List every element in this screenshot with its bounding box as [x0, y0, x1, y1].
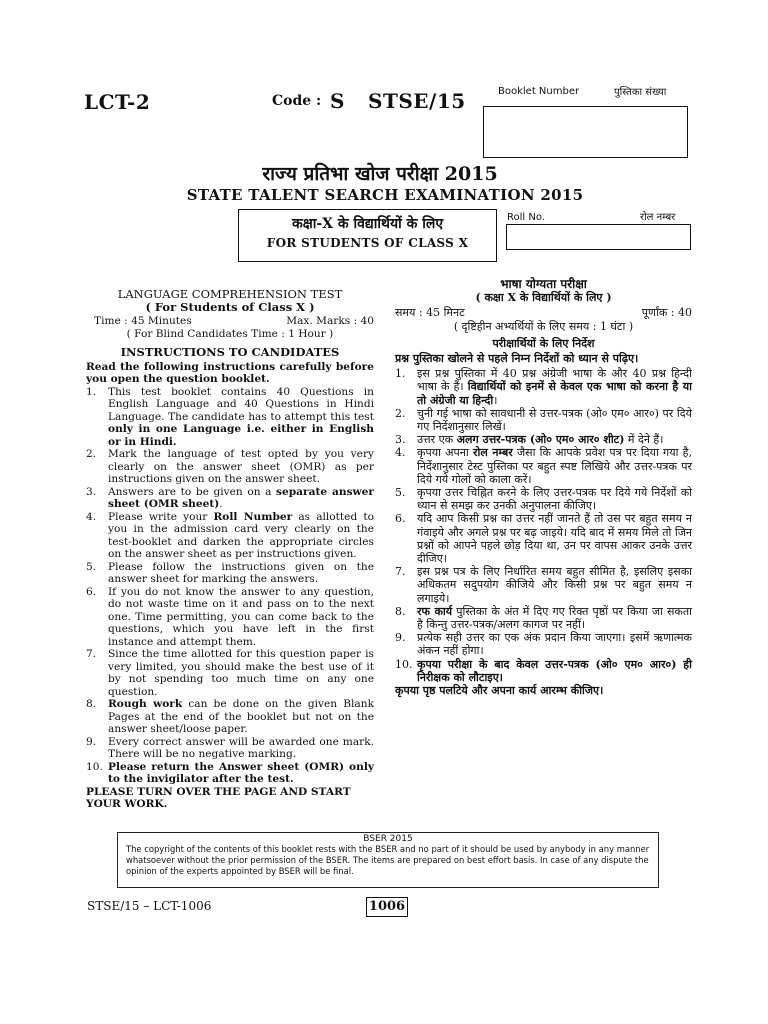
hindi-marks: पूर्णांक : 40: [641, 306, 692, 320]
english-time: Time : 45 Minutes: [94, 315, 192, 327]
hindi-instruction: 10. कृपया परीक्षा के बाद केवल उत्तर-पत्रक (ओ० एम० आर०) ही निरीक्षक को लौटाइए।: [395, 657, 692, 684]
english-blind-time: ( For Blind Candidates Time : 1 Hour ): [126, 327, 334, 340]
roll-label-hi: रोल नम्बर: [640, 212, 676, 223]
english-instruction: 3. Answers are to be given on a separate answer sheet (OMR sheet).: [86, 485, 374, 510]
english-closing: PLEASE TURN OVER THE PAGE AND START YOUR WORK.: [86, 785, 351, 810]
code-value: S: [330, 89, 345, 113]
booklet-label-en: Booklet Number: [498, 86, 580, 97]
hindi-instruction: 6. यदि आप किसी प्रश्न का उत्तर नहीं जानते हैं तो उस पर बहुत समय न गंवाइये और अगले प्रश्न पर बढ़ जाइये। यदि बाद में समय मिले तो जिन प्रश्नों को आपने पहले छोड़ दिया था, उन पर वापस आकर उनके उत्तर दीजिए।: [395, 512, 692, 566]
hindi-instruction: 3. उत्तर एक अलग उत्तर-पत्रक (ओ० एम० आर० शीट) में देने हैं।: [395, 433, 664, 447]
hindi-blind-time: ( दृष्टिहीन अभ्यर्थियों के लिए समय : 1 घंटा ): [453, 319, 634, 333]
english-instruction: 2. Mark the language of test opted by you very clearly on the answer sheet (OMR) as per instructions given on the answer sheet.: [86, 448, 374, 485]
hindi-heading: भाषा योग्यता परीक्षा: [500, 277, 587, 291]
hindi-instruction: 8. रफ कार्य पुस्तिका के अंत में दिए गए रिक्त पृष्ठों पर किया जा सकता है किन्तु उत्तर-पत्रक/अलग कागज पर नहीं।: [395, 604, 692, 632]
english-marks: Max. Marks : 40: [286, 315, 374, 327]
english-time-marks: [86, 315, 374, 328]
footer-code: STSE/15 – LCT-1006: [87, 899, 212, 913]
english-heading: LANGUAGE COMPREHENSION TEST: [117, 287, 343, 301]
hindi-instruction: 2. चुनी गई भाषा को सावधानी से उत्तर-पत्रक (ओ० एम० आर०) पर दिये गए निर्देशानुसार लिखें।: [395, 406, 692, 434]
class-hindi: कक्षा-X के विद्यार्थियों के लिए: [291, 216, 444, 232]
hindi-instructions-title: परीक्षार्थियों के लिए निर्देश: [492, 336, 595, 350]
copyright-box: [117, 832, 659, 888]
english-instruction: 4. Please write your Roll Number as allotted to you in the admission card very clearly on the test-booklet and darken the appropriate circles on the answer sheet as per instructions given.: [86, 510, 374, 560]
hindi-time: समय : 45 मिनट: [395, 306, 465, 320]
english-instruction: 8. Rough work can be done on the given Blank Pages at the end of the booklet but not on the answer sheet/loose paper.: [86, 698, 374, 735]
booklet-number-box[interactable]: [483, 106, 688, 158]
title-english: STATE TALENT SEARCH EXAMINATION 2015: [186, 186, 584, 204]
english-instruction: 6. If you do not know the answer to any question, do not waste time on it and pass on to the next one. Time permitting, you can come back to the questions, which you have left in the first instance and attempt them.: [86, 585, 374, 648]
english-instructions-list: [86, 386, 374, 786]
english-instruction: 7. Since the time allotted for this question paper is very limited, you should make the best use of it by not spending too much time on any one question.: [86, 648, 374, 698]
booklet-label-hi: पुस्तिका संख्या: [614, 87, 667, 98]
roll-number-box[interactable]: [506, 224, 691, 250]
lct-code: LCT-2: [84, 90, 151, 114]
hindi-instruction: 4. कृपया अपना रोल नम्बर जैसा कि आपके प्रवेश पत्र पर दिया गया है, निर्देशानुसार टेस्ट पुस्तिका पर बहुत स्पष्ट लिखिये और उत्तर-पत्रक पर दिये गये गोलों को काला करें।: [395, 446, 692, 486]
english-instruction: 9. Every correct answer will be awarded one mark. There will be no negative marking.: [86, 735, 374, 760]
title-hindi: राज्य प्रतिभा खोज परीक्षा 2015: [262, 163, 498, 185]
hindi-time-marks: [395, 306, 692, 319]
roll-label-en: Roll No.: [507, 212, 545, 223]
english-instruction: 10. Please return the Answer sheet (OMR) only to the invigilator after the test.: [86, 760, 374, 785]
stse-code: STSE/15: [368, 89, 466, 113]
english-instruction: 1. This test booklet contains 40 Questions in English Language and 40 Questions in Hindi Language. The candidate has to attempt this test only in one Language i.e. either in English or in Hindi.: [86, 385, 374, 448]
hindi-instructions-list: [395, 367, 692, 684]
hindi-closing: कृपया पृष्ठ पलटिये और अपना कार्य आरम्भ कीजिए।: [395, 684, 604, 698]
bser-title: BSER 2015: [363, 834, 413, 844]
hindi-column: [395, 278, 692, 697]
english-instructions-title: INSTRUCTIONS TO CANDIDATES: [120, 345, 340, 359]
hindi-intro: प्रश्न पुस्तिका खोलने से पहले निम्न निर्देशों को ध्यान से पढ़िए।: [395, 352, 639, 366]
code-label: Code :: [272, 93, 322, 109]
paper-code-label: [272, 93, 321, 109]
copyright-text: The copyright of the contents of this booklet rests with the BSER and no part of it should be used by anybody in any manner whatsoever without the prior permission of the BSER. The items are prepared on best effort basis. In case of any dispute the opinion of the experts appointed by BSER will be final.: [126, 844, 650, 876]
footer-code-number: 1006: [368, 899, 406, 914]
english-intro: Read the following instructions carefully before you open the question booklet.: [86, 360, 374, 385]
hindi-subheading: ( कक्षा X के विद्यार्थियों के लिए ): [475, 291, 612, 305]
hindi-instruction: 1. इस प्रश्न पुस्तिका में 40 प्रश्न अंग्रेजी भाषा के और 40 प्रश्न हिन्दी भाषा के हैं। विद्यार्थियों को इनमें से केवल एक भाषा को करना है या तो अंग्रेजी या हिन्दी।: [395, 367, 692, 407]
english-subheading: ( For Students of Class X ): [145, 299, 315, 314]
footer-code-box: [366, 897, 408, 917]
class-box: [238, 209, 497, 262]
english-instruction: 5. Please follow the instructions given on the answer sheet for marking the answers.: [86, 560, 374, 585]
english-column: [86, 288, 374, 811]
hindi-instruction: 5. कृपया उत्तर चिह्नित करने के लिए उत्तर-पत्रक पर दिये गये निर्देशों को ध्यान से समझ कर उनकी अनुपालना कीजिए।: [395, 486, 692, 513]
hindi-instruction: 7. इस प्रश्न पत्र के लिए निर्धारित समय बहुत सीमित है, इसलिए इसका अधिकतम सदुपयोग कीजिये और किसी प्रश्न पर बहुत समय न लगाइये।: [395, 565, 692, 605]
class-english: FOR STUDENTS OF CLASS X: [266, 236, 469, 250]
hindi-instruction: 9. प्रत्येक सही उत्तर का एक अंक प्रदान किया जाएगा। इसमें ऋणात्मक अंकन नहीं होगा।: [395, 631, 692, 658]
